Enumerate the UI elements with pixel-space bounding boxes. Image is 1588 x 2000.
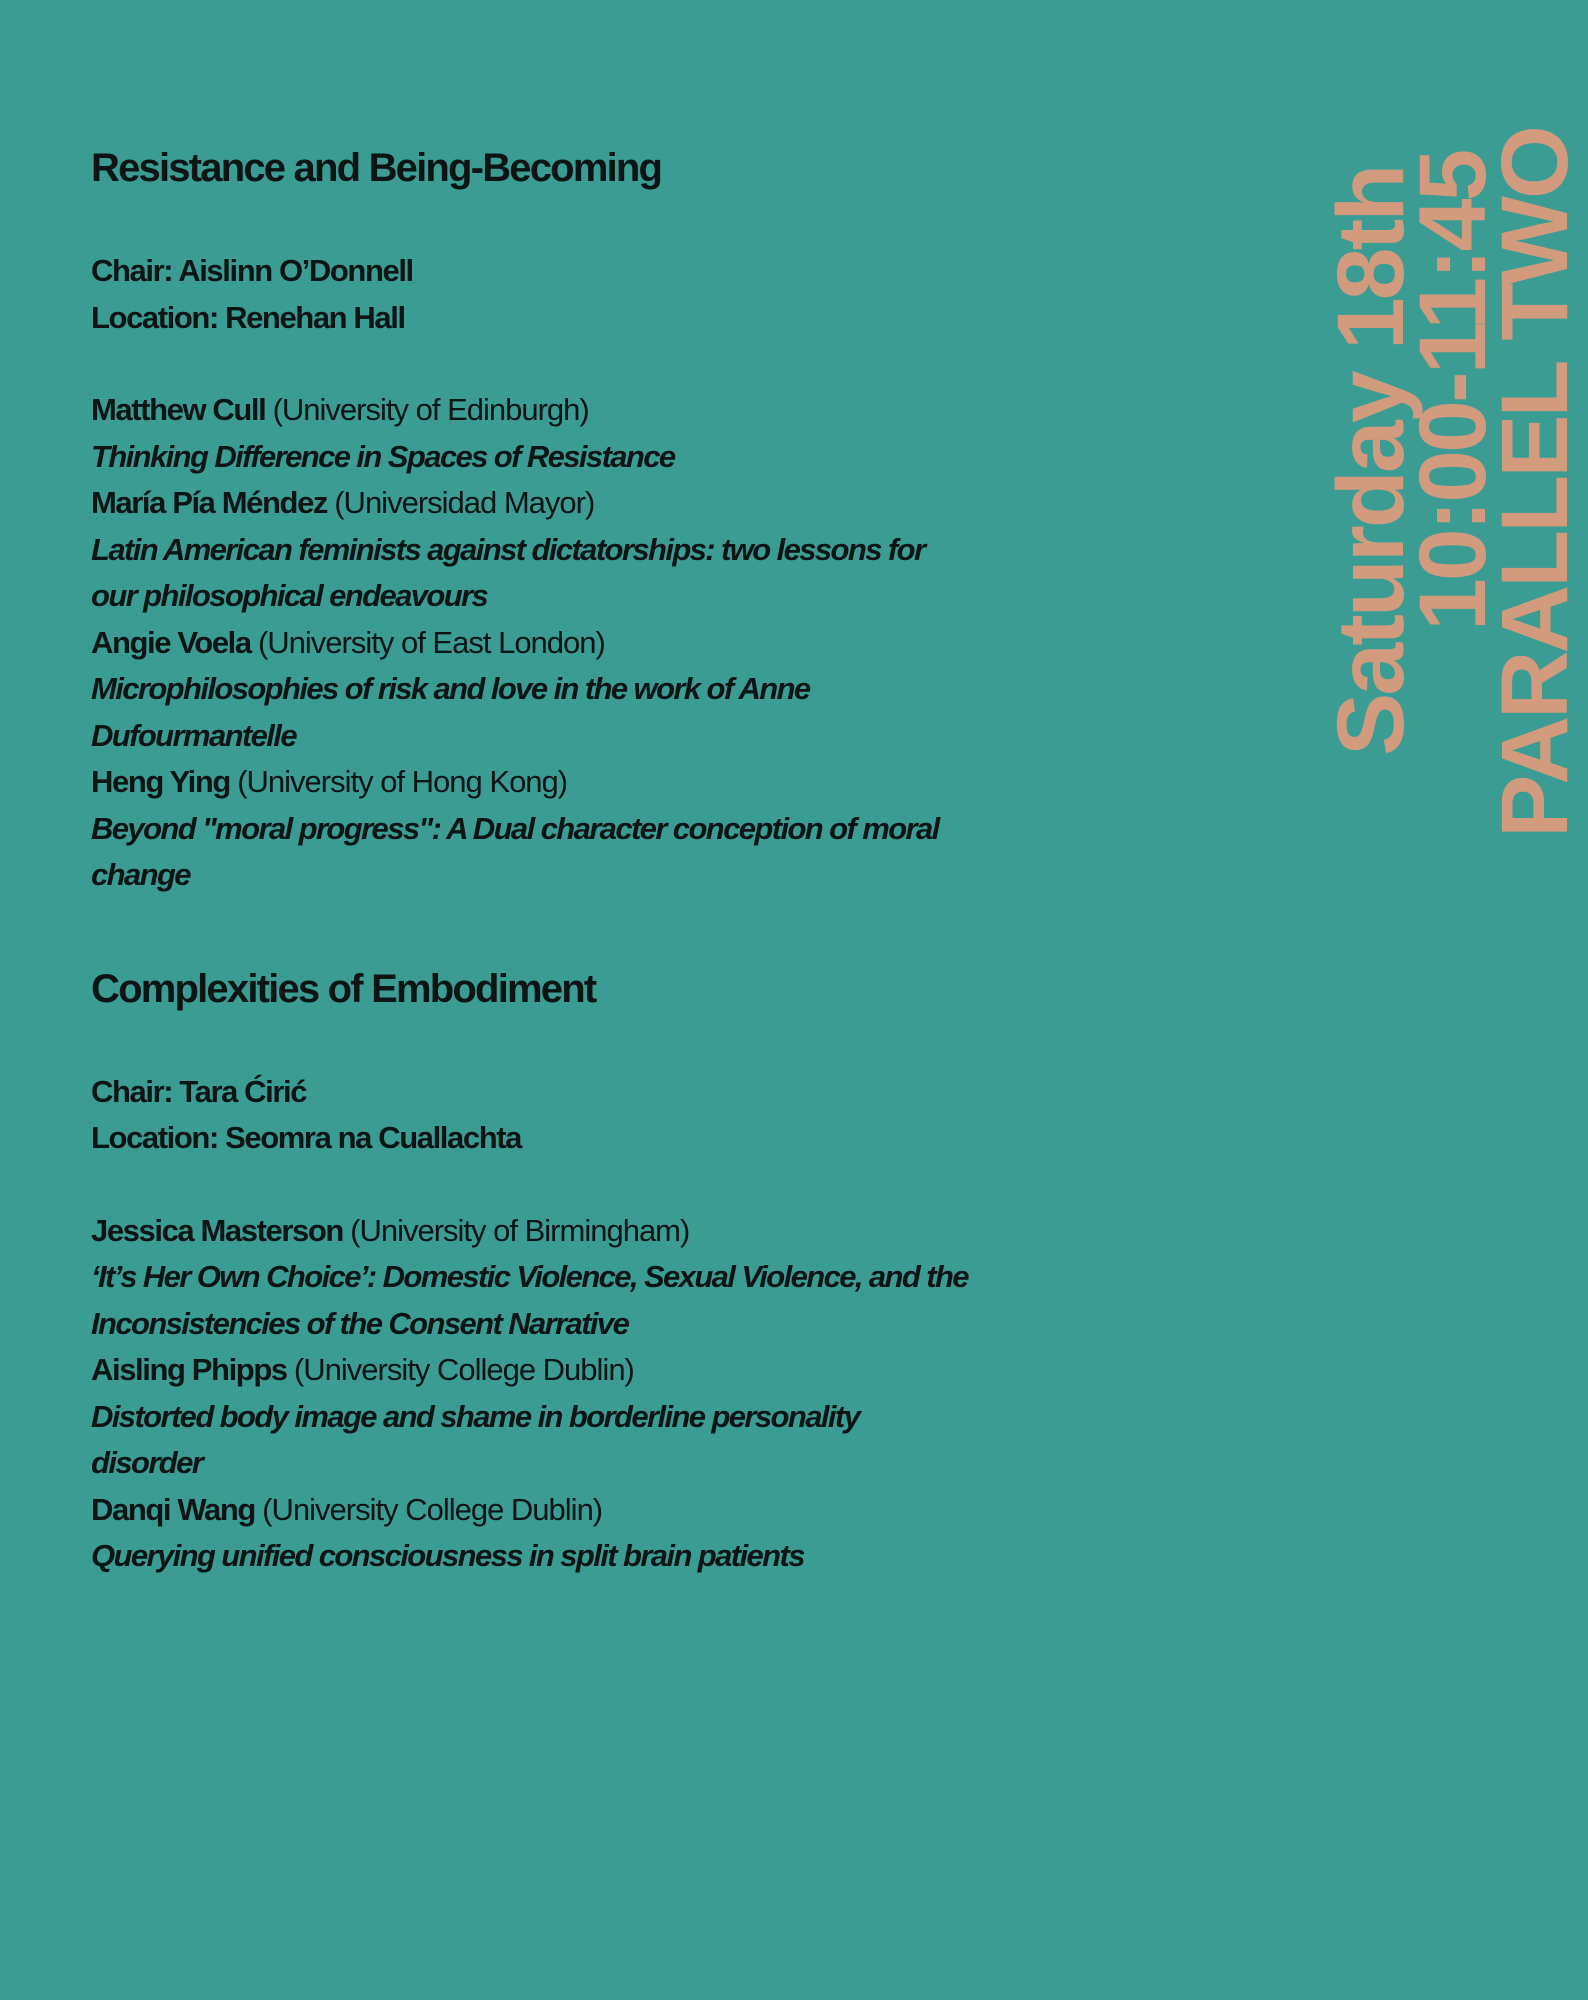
speaker-line [91,759,991,806]
talk-title: Microphilosophies of risk and love in the work of Anne Dufourmantelle [91,671,810,753]
session-chair: Chair: Aislinn O’Donnell [91,253,413,288]
talk-list [91,387,991,899]
talk-title: Querying unified consciousness in split brain patients [91,1538,804,1573]
speaker-affiliation: (University College Dublin) [262,1491,603,1527]
talk-title: ‘It’s Her Own Choice’: Domestic Violence, Sexual Violence, and the Inconsistencies of the Consent Narrative [91,1259,968,1341]
speaker-affiliation: (University of Hong Kong) [237,764,568,799]
session-title: Complexities of Embodiment [91,966,596,1011]
talk-title: Thinking Difference in Spaces of Resistance [91,438,675,474]
banner-time: 10:00-11:45 [1400,151,1506,631]
banner-day: Saturday 18th [1318,166,1424,756]
speaker-line [91,1208,991,1255]
talk-item [91,1208,991,1348]
speaker-name: Aisling Phipps [91,1352,287,1387]
program-content [91,140,991,1580]
talk-list [91,1208,991,1580]
session-meta [91,248,991,341]
talk-item [91,480,991,620]
talk-title: Distorted body image and shame in borderline personality disorder [91,1398,860,1480]
speaker-name: María Pía Méndez [91,485,328,520]
speaker-line [91,1347,991,1394]
session-location: Location: Renehan Hall [91,299,405,335]
speaker-affiliation: (University College Dublin) [293,1352,634,1387]
speaker-name: Danqi Wang [91,1491,255,1527]
banner-parallel: PARALLEL TWO [1482,128,1588,838]
speaker-affiliation: (University of East London) [257,624,605,660]
session-title: Resistance and Being-Becoming [91,146,662,190]
session-resistance [91,140,991,899]
speaker-name: Angie Voela [91,624,251,660]
speaker-name: Heng Ying [91,764,230,799]
speaker-line [91,480,991,527]
speaker-line [91,387,991,434]
talk-title: Beyond "moral progress": A Dual character conception of moral change [91,810,939,892]
session-time-banner [1318,128,1588,838]
talk-title: Latin American feminists against dictatorships: two lessons for our philosophical endeavours [91,531,925,613]
session-chair: Chair: Tara Ćirić [91,1073,307,1109]
speaker-line [91,620,991,667]
talk-item [91,759,991,899]
session-meta [91,1069,991,1162]
speaker-affiliation: (Universidad Mayor) [334,485,595,520]
speaker-line [91,1487,991,1534]
talk-item [91,1487,991,1580]
session-location: Location: Seomra na Cuallachta [91,1120,521,1155]
speaker-name: Matthew Cull [91,392,266,427]
talk-item [91,620,991,760]
speaker-affiliation: (University of Birmingham) [350,1212,690,1248]
speaker-name: Jessica Masterson [91,1212,343,1248]
talk-item [91,1347,991,1487]
session-embodiment [91,961,991,1580]
speaker-affiliation: (University of Edinburgh) [272,392,589,427]
talk-item [91,387,991,480]
